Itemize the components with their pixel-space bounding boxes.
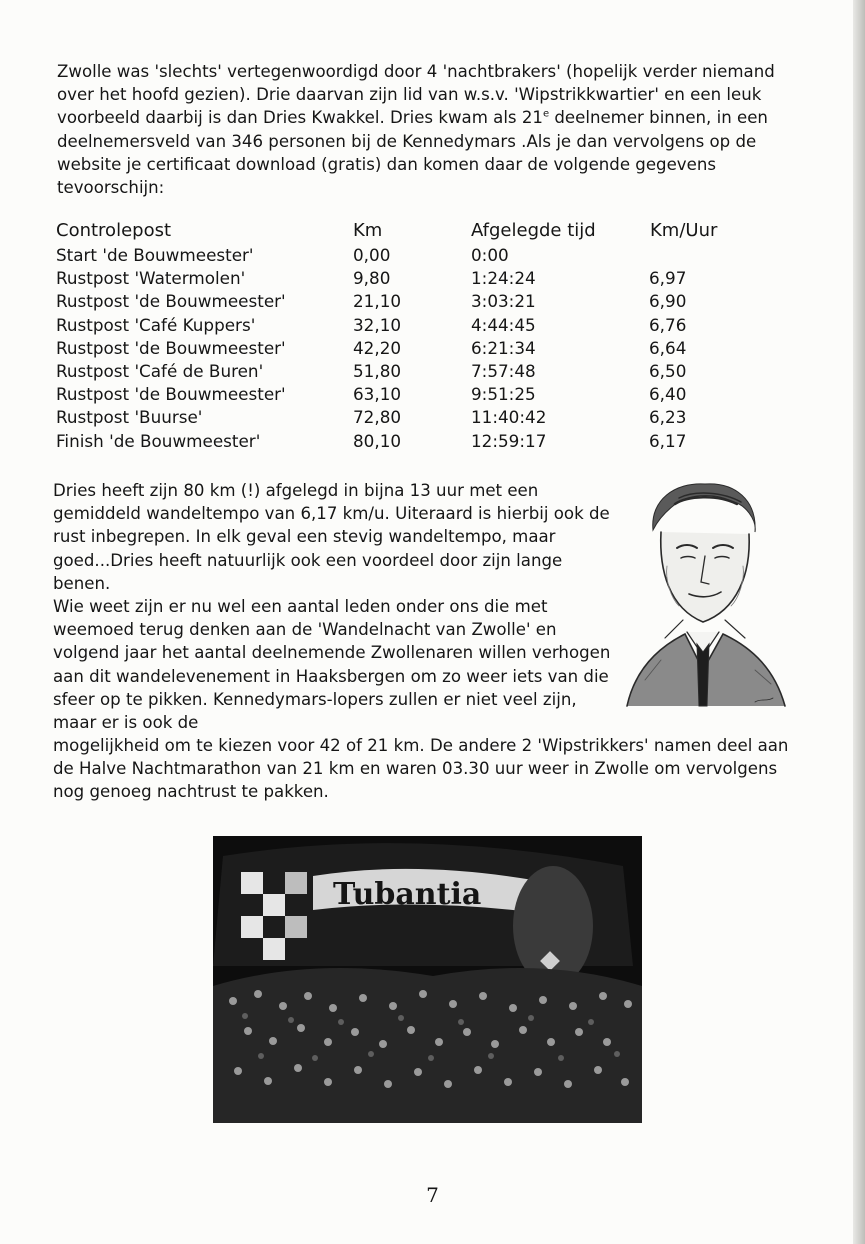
- cell-km: 0,00: [353, 245, 391, 265]
- header-afgelegde-tijd: Afgelegde tijd: [471, 220, 596, 241]
- cell-km: 9,80: [353, 268, 391, 289]
- event-photo: [213, 836, 642, 1123]
- crowd-photo-scene: [213, 836, 642, 1123]
- cell-post: Rustpost 'de Bouwmeester': [56, 291, 286, 312]
- cell-post: Finish 'de Bouwmeester': [56, 430, 261, 451]
- cell-speed: 6,64: [649, 337, 687, 358]
- intro-paragraph: Zwolle was 'slechts' vertegenwoordigd door 4 'nachtbrakers' (hopelijk verder niemand over het hoofd gezien). Drie daarvan zijn lid van w.s.v. 'Wipstrikkwartier' en een leuk voorbeeld daarbij is dan Dries Kwakkel. Dries kwam als 21e deelnemer binnen, in een deelnemersveld van 346 personen bij de Kennedymars .Als je dan vervolgens op de website je certificaat download (gratis) dan komen daar de volgende gegevens tevoorschijn:: [57, 62, 775, 198]
- cell-post: Rustpost 'Café de Buren': [56, 360, 264, 381]
- cell-time: 9:51:25: [471, 384, 536, 405]
- cell-time: 11:40:42: [471, 407, 547, 428]
- cell-post: Rustpost 'de Bouwmeester': [56, 337, 286, 358]
- page-number: 7: [426, 1183, 439, 1207]
- cell-km: 21,10: [353, 291, 402, 312]
- cell-speed: 6,50: [649, 360, 687, 381]
- cell-time: 0:00: [471, 245, 509, 265]
- cell-km: 63,10: [353, 384, 402, 405]
- cell-time: 3:03:21: [471, 291, 536, 312]
- cell-time: 12:59:17: [471, 430, 547, 451]
- cell-km: 42,20: [353, 337, 402, 358]
- header-controlepost: Controlepost: [56, 220, 172, 241]
- cell-km: 32,10: [353, 314, 402, 335]
- body-paragraph-tempo: Dries heeft zijn 80 km (!) afgelegd in bijna 13 uur met een gemiddeld wandeltempo van 6,17 km/u. Uiteraard is hierbij ook de rust inbegrepen. In elk geval een stevig wandeltempo, maar goed...Dries heeft natuurlijk ook een voordeel door zijn lange benen.: [53, 481, 610, 593]
- cell-km: 51,80: [353, 360, 402, 381]
- cell-speed: 6,76: [649, 314, 687, 335]
- cell-km: 80,10: [353, 430, 402, 451]
- body-paragraph-invitation: Wie weet zijn er nu wel een aantal leden onder ons die met weemoed terug denken aan de 'Wandelnacht van Zwolle' en volgend jaar het aantal deelnemende Zwollenaren willen verhogen aan dit wandelevenement in Haaksbergen om zo weer iets van die sfeer op te pikken. Kennedymars-lopers zullen er niet veel zijn, maar er is ook de: [53, 597, 611, 733]
- cell-speed: 6,97: [649, 268, 687, 289]
- cell-time: 1:24:24: [471, 268, 536, 289]
- cell-speed: 6,40: [649, 384, 687, 405]
- cell-post: Start 'de Bouwmeester': [56, 245, 254, 265]
- cell-post: Rustpost 'Café Kuppers': [56, 314, 256, 335]
- cell-post: Rustpost 'Buurse': [56, 407, 203, 428]
- portrait-drawing: [605, 470, 805, 710]
- body-paragraph-halve-marathon: mogelijkheid om te kiezen voor 42 of 21 km. De andere 2 'Wipstrikkers' namen deel aan de Halve Nachtmarathon van 21 km en waren 03.30 uur weer in Zwolle om vervolgens nog genoeg nachtrust te pakken.: [53, 736, 789, 802]
- cell-speed: 6,23: [649, 407, 687, 428]
- cell-time: 7:57:48: [471, 360, 536, 381]
- photo-banner-text: Tubantia: [333, 877, 482, 912]
- cell-speed: 6,17: [649, 430, 687, 451]
- cell-km: 72,80: [353, 407, 402, 428]
- header-km: Km: [353, 220, 383, 241]
- cell-speed: 6,90: [649, 291, 687, 312]
- cell-time: 4:44:45: [471, 314, 536, 335]
- page-edge-shadow: [853, 0, 865, 1244]
- cell-post: Rustpost 'Watermolen': [56, 268, 246, 289]
- cell-time: 6:21:34: [471, 337, 536, 358]
- header-km-per-uur: Km/Uur: [650, 220, 718, 241]
- cell-post: Rustpost 'de Bouwmeester': [56, 384, 286, 405]
